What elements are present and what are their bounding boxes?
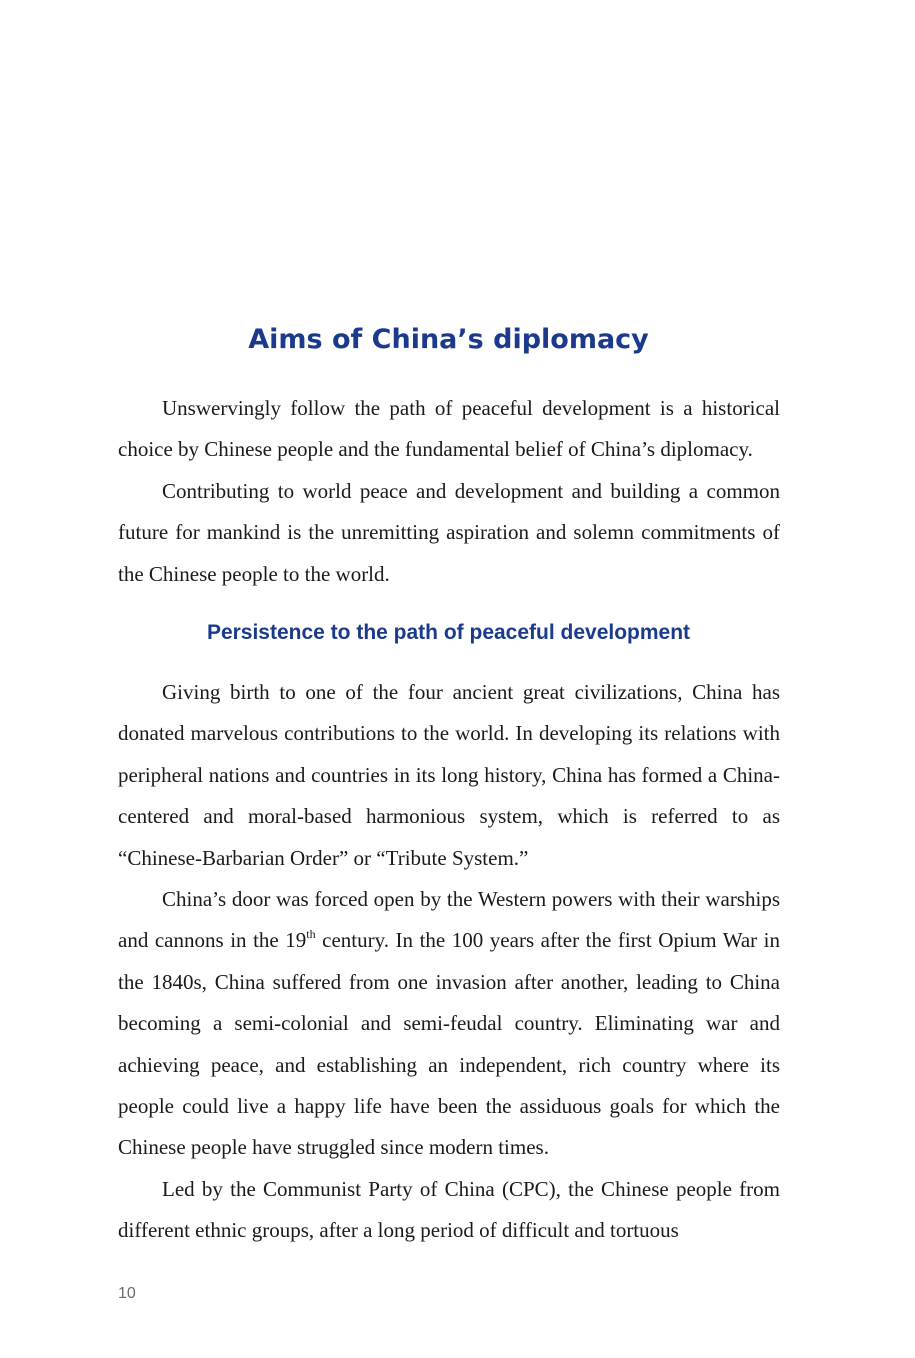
section-paragraph-2 — [118, 879, 780, 1169]
ordinal-suffix: th — [306, 927, 316, 942]
intro-paragraph-1: Unswervingly follow the path of peaceful development is a historical choice by Chinese people and the fundamental belief of China’s diplomacy. — [118, 396, 780, 462]
section-paragraph-2-start: China’s door was forced open by the Western powers with their warships and cannons in the 19 — [118, 887, 780, 953]
section-paragraph-2-rest: century. In the 100 years after the first Opium War in the 1840s, China suffered from one invasion after another, leading to China becoming a semi-colonial and semi-feudal country. Eliminating war and achieving peace, and establishing an independent, rich country where its people could live a happy life have been the assiduous goals for which the Chinese people have struggled since modern times. — [118, 928, 781, 1160]
section-paragraph-3: Led by the Communist Party of China (CPC), the Chinese people from different ethnic groups, after a long period of difficult and tortuous — [118, 1176, 780, 1243]
page-number: 10 — [118, 1285, 136, 1302]
section-text — [118, 672, 780, 1252]
page-title: Aims of China’s diplomacy — [248, 324, 649, 355]
intro-text — [118, 388, 780, 595]
section-paragraph-1: Giving birth to one of the four ancient great civilizations, China has donated marvelous contributions to the world. In developing its relations with peripheral nations and countries in its long history, China has formed a China-centered and moral-based harmonious system, which is referred to as “Chinese-Barbarian Order” or “Tribute System.” — [118, 680, 780, 870]
section-subtitle: Persistence to the path of peaceful development — [206, 621, 691, 644]
intro-paragraph-2: Contributing to world peace and development and building a common future for mankind is the unremitting aspiration and solemn commitments of the Chinese people to the world. — [118, 478, 780, 586]
